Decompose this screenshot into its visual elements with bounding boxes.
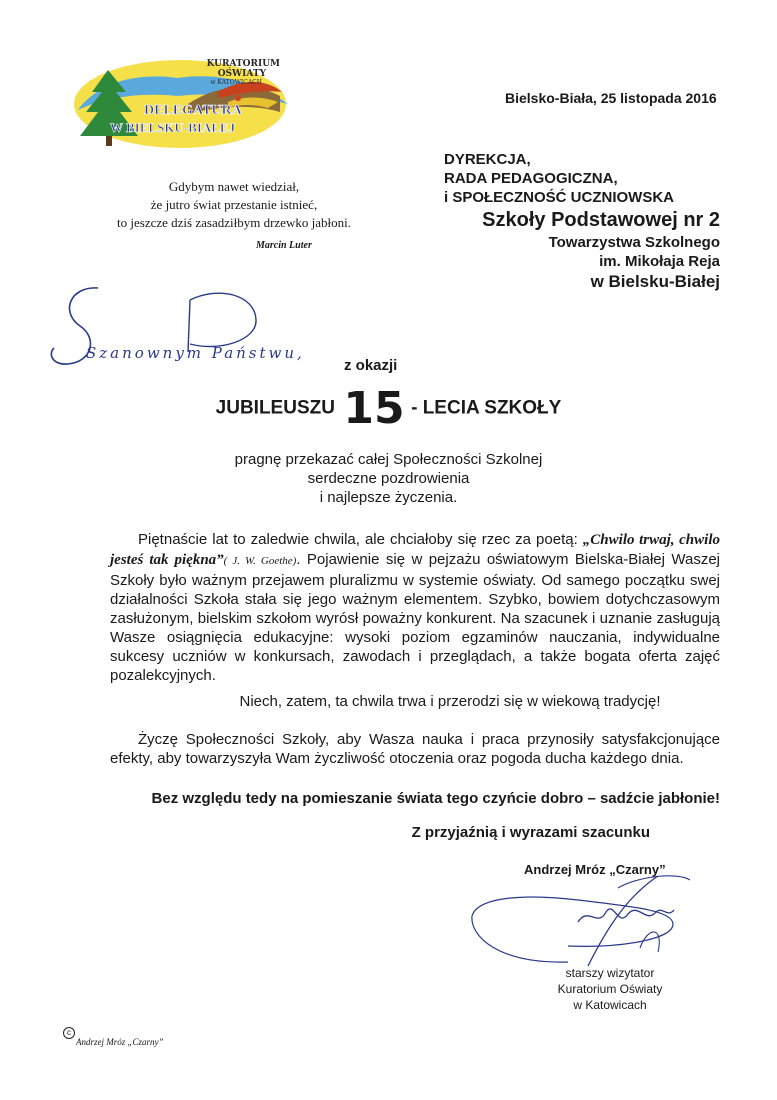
paragraph-text: Piętnaście lat to zaledwie chwila, ale chciałoby się rzec za poetą: xyxy=(138,531,583,548)
addressee-line: RADA PEDAGOGICZNA, xyxy=(444,170,618,187)
motto-line: to jeszcze dziś zasadziłbym drzewko jabłoni. xyxy=(117,215,351,230)
paragraph-text: . Pojawienie się w pejzażu oświatowym Bielska-Białej Waszej Szkoły było ważnym przejawem pluralizmu w systemie oświaty. Od samego początku swej działalności Szkoła stała się jego ważnym elementem. Szybko, bowiem dotychczasowym zasłużonym, bielskim szkołom wyrósł poważny konkurent. Na szacunek i uznanie zasługują Wasze osiągnięcia edukacyjne: wysoki poziom egzaminów nauczania, indywidualne sukcesy uczniów w konkursach, zawodach i przeglądach, a także bogata oferta zajęć pozalekcyjnych. xyxy=(110,551,720,684)
motto-line: że jutro świat przestanie istnieć, xyxy=(150,197,318,212)
greeting-block xyxy=(0,450,777,507)
body-paragraph-2: Niech, zatem, ta chwila trwa i przerodzi się w wiekową tradycję! xyxy=(239,693,661,710)
jubilee-word: JUBILEUSZU xyxy=(215,397,335,419)
greeting-line: pragnę przekazać całej Społeczności Szkolnej xyxy=(234,451,543,468)
paragraph-text: Życzę Społeczności Szkoły, aby Wasza nauka i praca przynosiły satysfakcjonujące efekty, aby towarzyszyła Wam życzliwość otoczenia oraz pogoda ducha każdego dnia. xyxy=(110,731,720,767)
addressee-line: im. Mikołaja Reja xyxy=(599,253,720,270)
addressee-line: Towarzystwa Szkolnego xyxy=(548,234,720,251)
title-line: w Katowicach xyxy=(573,998,647,1012)
kuratorium-logo xyxy=(68,52,300,152)
motto-author: Marcin Luter xyxy=(256,240,312,251)
copyright-text: Andrzej Mróz „Czarny” xyxy=(76,1037,164,1047)
goethe-quote: „Chwilo trwaj, chwilo jesteś tak piękna” xyxy=(110,532,720,568)
handwritten-salutation xyxy=(40,282,340,382)
jubilee-heading xyxy=(0,383,777,434)
title-line: starszy wizytator xyxy=(565,966,655,980)
body-paragraph-1 xyxy=(110,530,720,685)
addressee-block xyxy=(400,150,720,293)
logo-text-2: OŚWIATY xyxy=(217,69,266,79)
signatory-title xyxy=(540,965,680,1013)
jubilee-number: 15 xyxy=(343,383,405,434)
logo-text-4: DELEGATURA xyxy=(144,103,242,118)
addressee-line: w Bielsku-Białej xyxy=(590,272,720,291)
addressee-line: i SPOŁECZNOŚĆ UCZNIOWSKA xyxy=(444,189,675,206)
jubilee-suffix: - LECIA SZKOŁY xyxy=(411,397,562,419)
goethe-attribution: ( J. W. Goethe) xyxy=(223,555,297,567)
logo-text-3: w KATOWICACH xyxy=(210,79,262,86)
copyright-icon: c xyxy=(63,1027,75,1039)
logo-text-1: KURATORIUM xyxy=(206,59,280,69)
closing-regards: Z przyjaźnią i wyrazami szacunku xyxy=(411,824,650,841)
title-line: Kuratorium Oświaty xyxy=(557,982,663,996)
salutation-text: Szanownym Państwu, xyxy=(86,344,305,362)
school-name: Szkoły Podstawowej nr 2 xyxy=(482,209,720,231)
signatory-name: Andrzej Mróz „Czarny” xyxy=(524,862,666,877)
addressee-line: DYREKCJA, xyxy=(444,151,531,168)
greeting-line: i najlepsze życzenia. xyxy=(319,489,458,506)
logo-text-5: W BIELSKU-BIAŁEJ xyxy=(110,120,236,135)
greeting-line: serdeczne pozdrowienia xyxy=(307,470,470,487)
closing-motto: Bez względu tedy na pomieszanie świata tego czyńcie dobro – sadźcie jabłonie! xyxy=(151,790,720,807)
motto-line: Gdybym nawet wiedział, xyxy=(168,179,300,194)
body-paragraph-3 xyxy=(110,730,720,768)
motto-quote xyxy=(74,178,394,232)
letter-date: Bielsko-Biała, 25 listopada 2016 xyxy=(505,90,717,106)
occasion-intro: z okazji xyxy=(344,357,398,374)
